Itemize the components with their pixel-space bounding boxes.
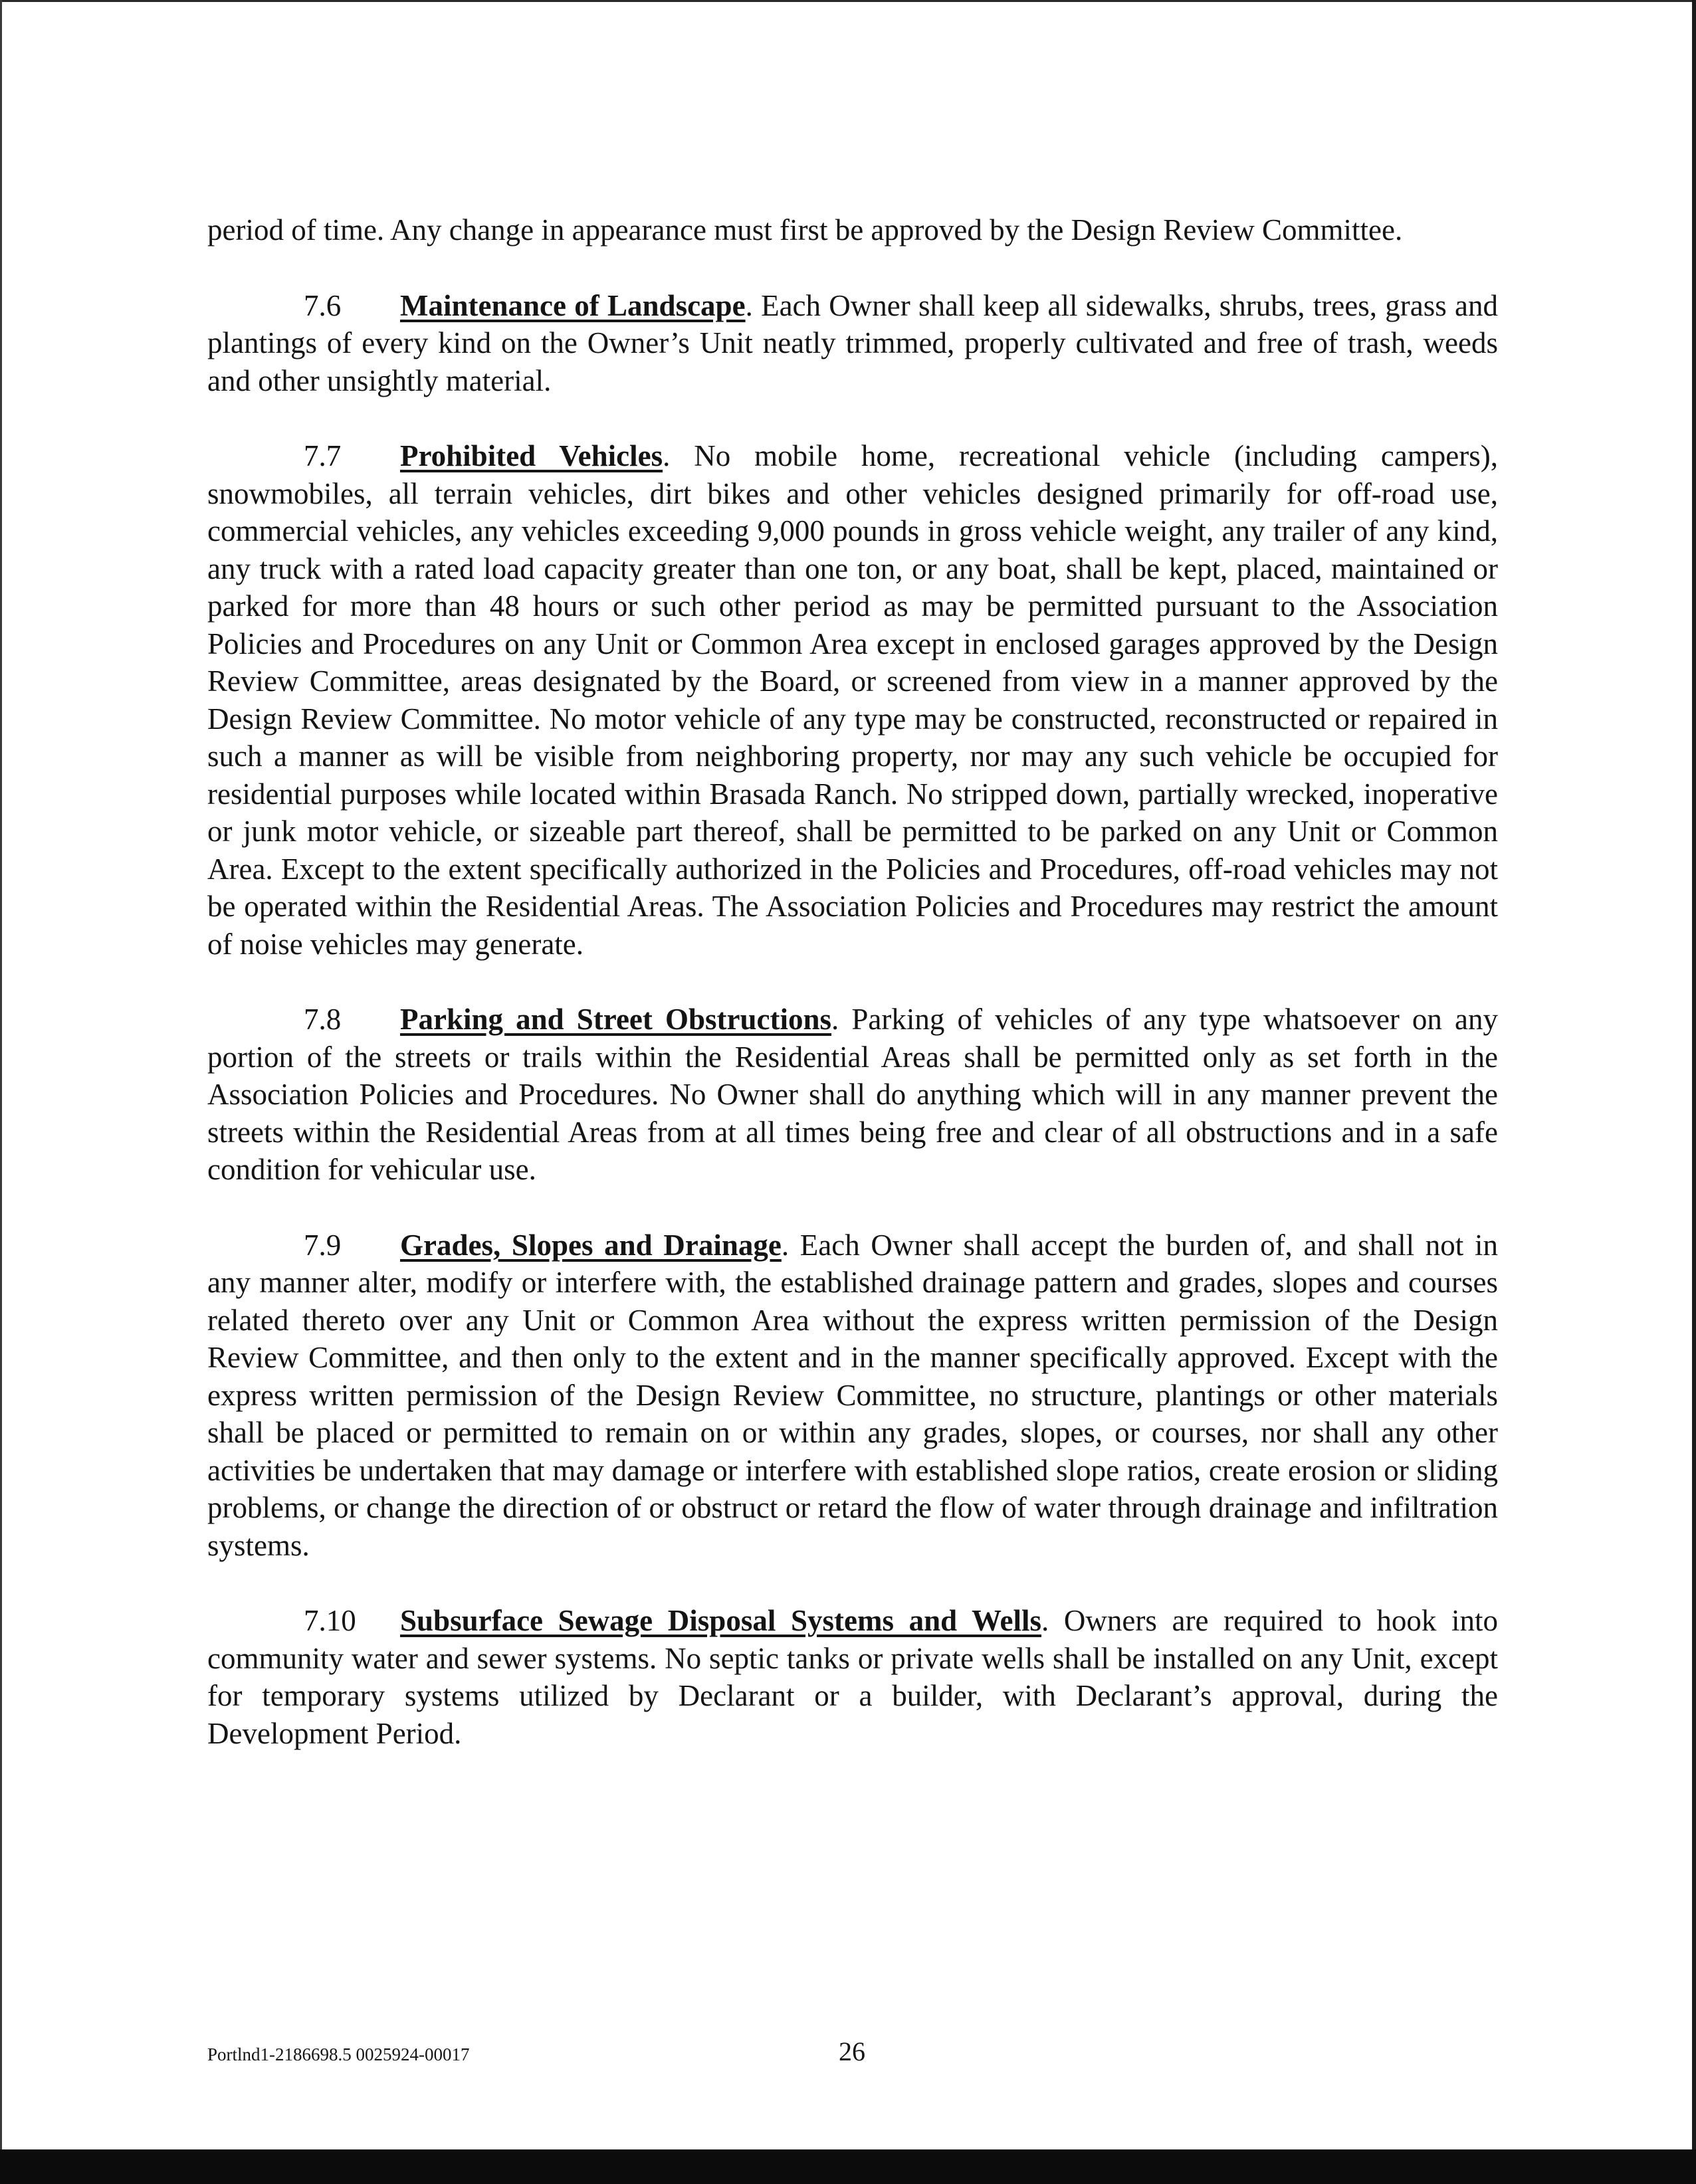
- footer-page-number: 26: [839, 2036, 865, 2066]
- section-body: . No mobile home, recreational vehicle (including campers), snowmobiles, all terrain vehicles, dirt bikes and other vehicles designed primarily for off-road use, commercial vehicles, any vehicles exceeding 9,000 pounds in gross vehicle weight, any trailer of any kind, any truck with a rated load capacity greater than one ton, or any boat, shall be kept, placed, maintained or parked for more than 48 hours or such other period as may be permitted pursuant to the Association Policies and Procedures on any Unit or Common Area except in enclosed garages approved by the Design Review Committee, areas designated by the Board, or screened from view in a manner approved by the Design Review Committee. No motor vehicle of any type may be constructed, reconstructed or repaired in such a manner as will be visible from neighboring property, nor may any such vehicle be occupied for residential purposes while located within Brasada Ranch. No stripped down, partially wrecked, inoperative or junk motor vehicle, or sizeable part thereof, shall be permitted to be parked on any Unit or Common Area. Except to the extent specifically authorized in the Policies and Procedures, off-road vehicles may not be operated within the Residential Areas. The Association Policies and Procedures may restrict the amount of noise vehicles may generate.: [207, 439, 1498, 961]
- section-body: . Owners are required to hook into community water and sewer systems. No septic tanks or private wells shall be installed on any Unit, except for temporary systems utilized by Declarant or a builder, with Declarant’s approval, during the Development Period.: [207, 1604, 1498, 1750]
- section-heading: Subsurface Sewage Disposal Systems and Wells: [400, 1604, 1042, 1637]
- section-7-9: [207, 1227, 1498, 1565]
- section-heading: Maintenance of Landscape: [400, 288, 746, 322]
- section-body: . Parking of vehicles of any type whatsoever on any portion of the streets or trails within the Residential Areas shall be permitted only as set forth in the Association Policies and Procedures. No Owner shall do anything which will in any manner prevent the streets within the Residential Areas from at all times being free and clear of all obstructions and in a safe condition for vehicular use.: [207, 1003, 1498, 1186]
- opening-paragraph: period of time. Any change in appearance must first be approved by the Design Review Committee.: [207, 213, 1403, 247]
- section-heading: Parking and Street Obstructions: [400, 1003, 832, 1036]
- section-7-6: [207, 287, 1498, 400]
- scan-border-bottom: [0, 2149, 1696, 2184]
- section-number: 7.7: [304, 439, 342, 472]
- section-7-10: [207, 1602, 1498, 1752]
- section-heading: Grades, Slopes and Drainage: [400, 1228, 782, 1262]
- section-body: . Each Owner shall accept the burden of, and shall not in any manner alter, modify or interfere with, the established drainage pattern and grades, slopes and courses related thereto over any Unit or Common Area without the express written permission of the Design Review Committee, and then only to the extent and in the manner specifically approved. Except with the express written permission of the Design Review Committee, no structure, plantings or other materials shall be placed or permitted to remain on or within any grades, slopes, or courses, nor shall any other activities be undertaken that may damage or interfere with established slope ratios, create erosion or sliding problems, or change the direction of or obstruct or retard the flow of water through drainage and infiltration systems.: [207, 1228, 1498, 1562]
- section-heading: Prohibited Vehicles: [400, 439, 663, 472]
- document-body: [207, 211, 1498, 1790]
- section-7-7: [207, 437, 1498, 963]
- section-number: 7.6: [304, 288, 342, 322]
- section-number: 7.9: [304, 1228, 342, 1262]
- section-body: . Each Owner shall keep all sidewalks, shrubs, trees, grass and plantings of every kind on the Owner’s Unit neatly trimmed, properly cultivated and free of trash, weeds and other unsightly material.: [207, 288, 1499, 397]
- scan-border-right: [1692, 0, 1696, 2184]
- footer-document-id: Portlnd1-2186698.5 0025924-00017: [207, 2044, 470, 2064]
- scan-border-top: [0, 0, 1696, 2]
- section-number: 7.10: [304, 1604, 356, 1637]
- section-7-8: [207, 1001, 1498, 1189]
- scan-border-left: [0, 0, 2, 2184]
- section-number: 7.8: [304, 1003, 342, 1036]
